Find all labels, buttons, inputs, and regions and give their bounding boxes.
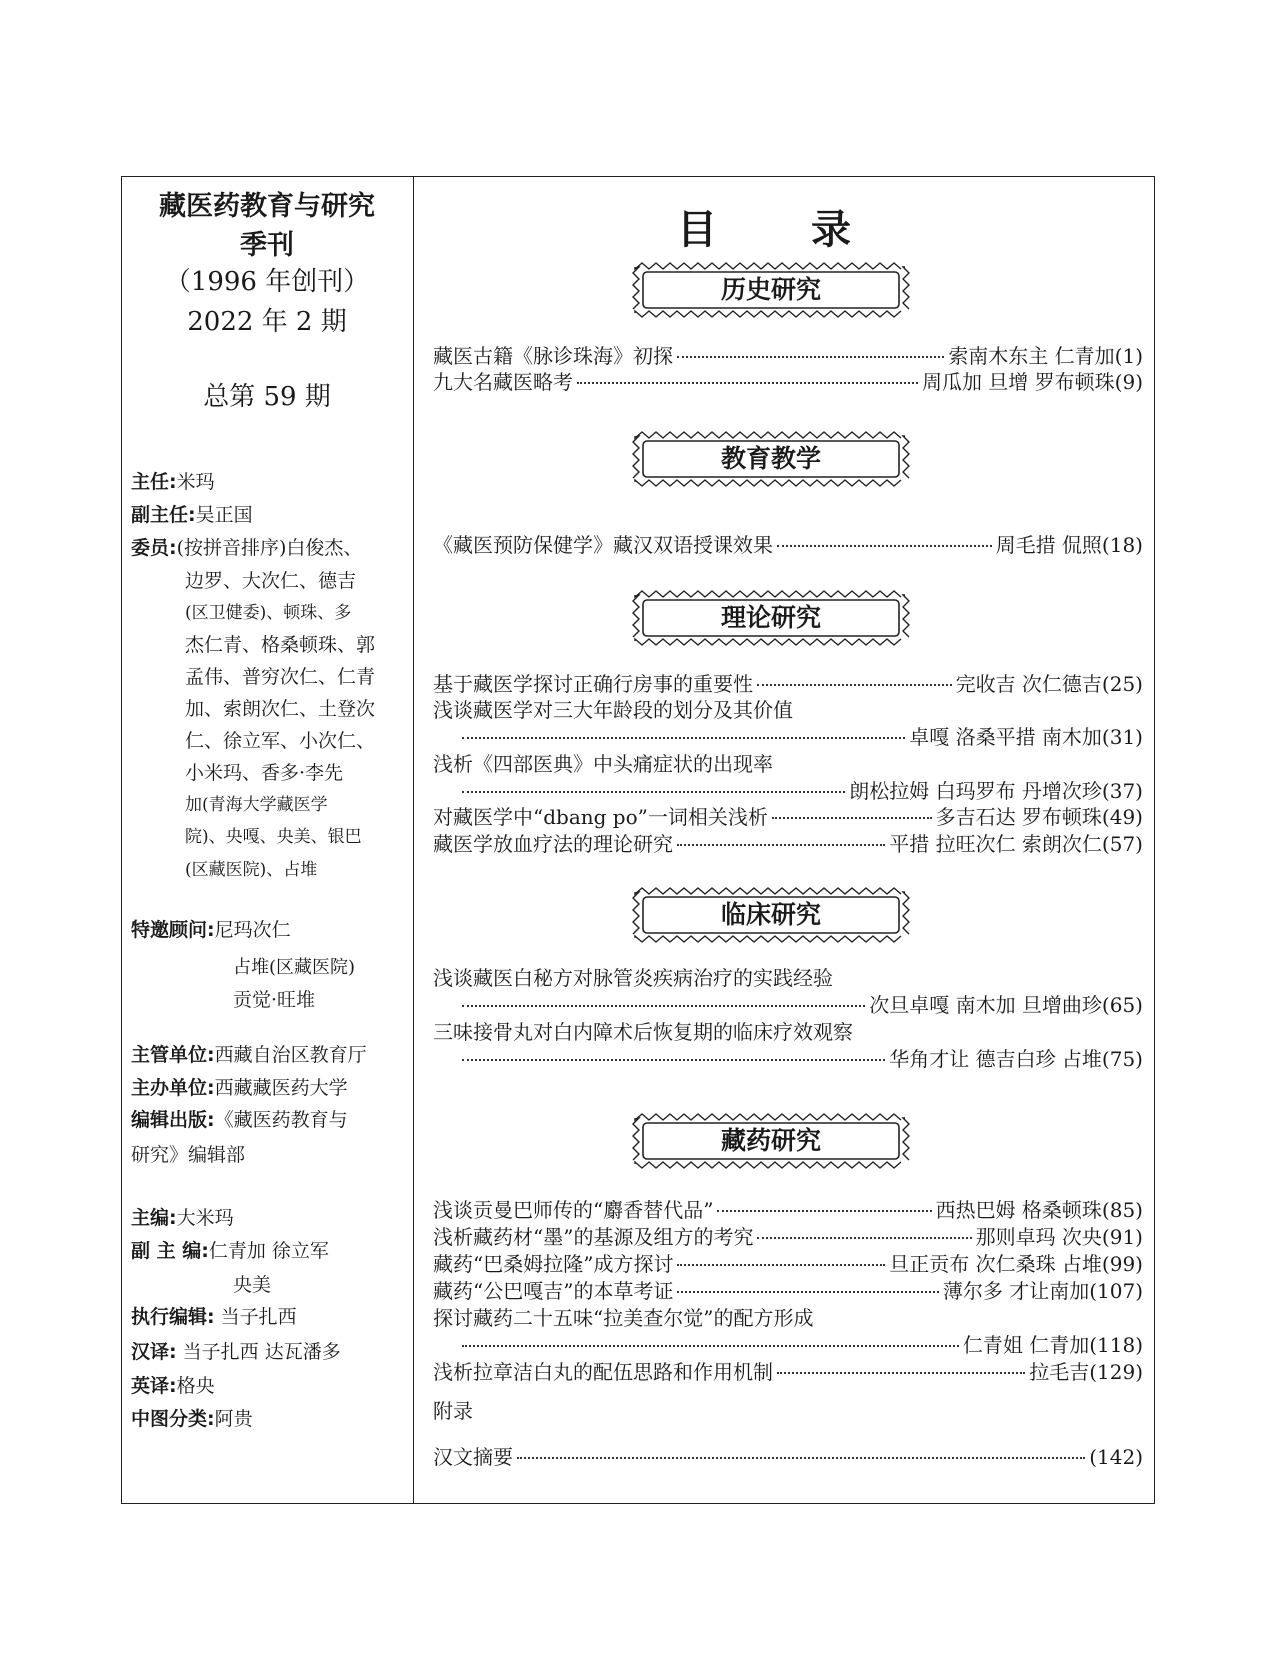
- members-line-11: (区藏医院)、占堆: [185, 860, 318, 880]
- sponsor-value: 西藏藏医药大学: [214, 1077, 348, 1099]
- toc-title: 目 录: [677, 207, 891, 253]
- entry-authors: 周瓜加 旦增 罗布顿珠(9): [921, 370, 1143, 394]
- entry-title: 藏医古籍《脉诊珠海》初探: [433, 344, 673, 368]
- publisher-line: [131, 1105, 348, 1135]
- entry-authors: 多吉石达 罗布顿珠(49): [935, 805, 1143, 829]
- entry-authors: 卓嘎 洛桑平措 南木加(31): [909, 725, 1143, 749]
- executive-editor-label: 执行编辑:: [131, 1306, 215, 1328]
- dot-leader: [677, 1264, 885, 1266]
- advisors-label: 特邀顾问:: [131, 919, 215, 941]
- classification-value: 阿贵: [214, 1408, 253, 1430]
- director-value: 米玛: [176, 471, 215, 493]
- supervisor-value: 西藏自治区教育厅: [214, 1044, 367, 1066]
- dot-leader: [777, 545, 992, 547]
- entry-title: 浅析藏药材“墨”的基源及组方的考究: [433, 1225, 754, 1249]
- deputy-editors-value-2: 央美: [233, 1274, 272, 1296]
- entry-authors: 薄尔多 才让南加(107): [942, 1279, 1143, 1303]
- entry-authors: 华角才让 德吉白珍 占堆(75): [889, 1047, 1143, 1071]
- entry-authors: 那则卓玛 次央(91): [975, 1225, 1143, 1249]
- members-line: [131, 533, 362, 563]
- toc-entry[interactable]: [433, 340, 1143, 368]
- dot-leader: [717, 1210, 931, 1212]
- entry-authors: 朗松拉姆 白玛罗布 丹增次珍(37): [849, 779, 1143, 803]
- entry-authors: (142): [1089, 1445, 1143, 1469]
- entry-title-long[interactable]: 浅谈藏医学对三大年龄段的划分及其价值: [433, 698, 793, 722]
- dot-leader: [677, 844, 885, 846]
- section-heading-clinical: [631, 886, 911, 944]
- entry-title-long[interactable]: 浅谈藏医白秘方对脉管炎疾病治疗的实践经验: [433, 966, 833, 990]
- sponsor-label: 主办单位:: [131, 1077, 215, 1099]
- deputy-director-line: [131, 500, 253, 530]
- dot-leader: [517, 1457, 1085, 1459]
- dot-leader: [462, 1345, 959, 1347]
- dot-leader: [677, 1291, 938, 1293]
- entry-title: 浅析拉章洁白丸的配伍思路和作用机制: [433, 1360, 773, 1384]
- section-heading-theory: [631, 589, 911, 647]
- publisher-value: 《藏医药教育与: [214, 1109, 348, 1131]
- dot-leader: [462, 791, 845, 793]
- entry-title: 《藏医预防保健学》藏汉双语授课效果: [433, 533, 773, 557]
- entry-authors: 拉毛吉(129): [1029, 1360, 1143, 1384]
- deputy-editors-label: 副 主 编:: [131, 1240, 209, 1262]
- entry-authors: 索南木东主 仁青加(1): [948, 344, 1143, 368]
- section-heading-label: 临床研究: [720, 900, 821, 929]
- chief-editor-line: [131, 1203, 234, 1233]
- entry-title: 藏药“巴桑姆拉隆”成方探讨: [433, 1252, 674, 1276]
- dot-leader: [462, 1059, 885, 1061]
- toc-entry-continuation[interactable]: [458, 989, 1143, 1017]
- executive-editor-value: 当子扎西: [214, 1306, 297, 1328]
- section-heading-label: 藏药研究: [720, 1126, 821, 1155]
- chinese-translation-label: 汉译:: [131, 1341, 177, 1363]
- members-label: 委员:: [131, 537, 177, 559]
- journal-frequency: 季刊: [240, 230, 294, 261]
- entry-authors: 西热巴姆 格桑顿珠(85): [935, 1198, 1143, 1222]
- section-heading-label: 历史研究: [720, 275, 821, 304]
- members-line-4: 杰仁青、格桑顿珠、郭: [185, 634, 376, 656]
- section-heading-education: [631, 430, 911, 488]
- deputy-director-value: 吴正国: [195, 504, 253, 526]
- toc-entry[interactable]: [433, 668, 1143, 696]
- total-issue: 总第 59 期: [203, 382, 331, 412]
- column-divider: [413, 176, 414, 1504]
- advisor-3: 贡觉·旺堆: [233, 989, 316, 1011]
- supervisor-label: 主管单位:: [131, 1044, 215, 1066]
- executive-editor-line: [131, 1302, 297, 1332]
- members-line-8: 小米玛、香多·李先: [185, 762, 344, 784]
- entry-title-long[interactable]: 探讨藏药二十五味“拉美查尔觉”的配方形成: [433, 1306, 814, 1330]
- members-line-9: 加(青海大学藏医学: [185, 795, 328, 815]
- advisors-line: [131, 915, 291, 945]
- founded-year: （1996 年创刊）: [164, 267, 370, 297]
- toc-entry[interactable]: [433, 1221, 1143, 1249]
- entry-title: 浅谈贡曼巴师传的“麝香替代品”: [433, 1198, 714, 1222]
- members-line-5: 孟伟、普穷次仁、仁青: [185, 666, 376, 688]
- members-line-3: (区卫健委)、顿珠、多: [185, 603, 352, 623]
- entry-title: 藏药“公巴嘎吉”的本草考证: [433, 1279, 674, 1303]
- advisor-1: 尼玛次仁: [214, 919, 291, 941]
- entry-title: 基于藏医学探讨正确行房事的重要性: [433, 672, 753, 696]
- toc-entry-appendix[interactable]: [433, 1441, 1143, 1469]
- dot-leader: [777, 1372, 1025, 1374]
- entry-title-long[interactable]: 浅析《四部医典》中头痛症状的出现率: [433, 752, 773, 776]
- entry-title: 藏医学放血疗法的理论研究: [433, 832, 673, 856]
- toc-entry[interactable]: [433, 366, 1143, 394]
- toc-entry[interactable]: [433, 1248, 1143, 1276]
- section-heading-history: [631, 261, 911, 319]
- toc-entry[interactable]: [433, 1356, 1143, 1384]
- section-heading-pharmacology: [631, 1112, 911, 1170]
- entry-authors: 平措 拉旺次仁 索朗次仁(57): [889, 832, 1143, 856]
- sponsor-line: [131, 1073, 348, 1103]
- dot-leader: [757, 684, 952, 686]
- deputy-director-label: 副主任:: [131, 504, 196, 526]
- members-line-10: 院)、央嘎、央美、银巴: [185, 827, 362, 847]
- dot-leader: [677, 356, 944, 358]
- toc-entry[interactable]: [433, 1194, 1143, 1222]
- section-heading-label: 教育教学: [720, 444, 821, 473]
- toc-entry-continuation[interactable]: [458, 1043, 1143, 1071]
- advisor-2: 占堆(区藏医院): [233, 957, 356, 978]
- entry-authors: 周毛措 侃照(18): [995, 533, 1143, 557]
- dot-leader: [577, 382, 918, 384]
- dot-leader: [462, 737, 905, 739]
- director-label: 主任:: [131, 471, 177, 493]
- toc-entry[interactable]: [433, 828, 1143, 856]
- publisher-label: 编辑出版:: [131, 1109, 215, 1131]
- deputy-editors-value: 仁青加 徐立军: [208, 1240, 329, 1262]
- director-line: [131, 467, 215, 497]
- toc-entry-continuation[interactable]: [458, 1329, 1143, 1357]
- english-translation-line: [131, 1371, 215, 1401]
- chief-editor-label: 主编:: [131, 1207, 177, 1229]
- entry-title-long[interactable]: 三味接骨丸对白内障术后恢复期的临床疗效观察: [433, 1020, 853, 1044]
- chinese-translation-value: 当子扎西 达瓦潘多: [176, 1341, 341, 1363]
- members-line-7: 仁、徐立军、小次仁、: [185, 730, 376, 752]
- classification-line: [131, 1404, 253, 1434]
- members-text: (按拼音排序)白俊杰、: [176, 537, 363, 559]
- toc-entry[interactable]: [433, 801, 1143, 829]
- entry-title: 九大名藏医略考: [433, 370, 573, 394]
- members-line-2: 边罗、大次仁、德吉: [185, 570, 357, 592]
- classification-label: 中图分类:: [131, 1408, 215, 1430]
- appendix-label: 附录: [433, 1399, 473, 1423]
- supervisor-line: [131, 1040, 367, 1070]
- entry-title: 对藏医学中“dbang po”一词相关浅析: [433, 805, 768, 829]
- chief-editor-value: 大米玛: [176, 1207, 234, 1229]
- publisher-value-2: 研究》编辑部: [131, 1144, 246, 1166]
- toc-entry[interactable]: [433, 1275, 1143, 1303]
- chinese-translation-line: [131, 1337, 341, 1367]
- toc-entry-continuation[interactable]: [458, 775, 1143, 803]
- dot-leader: [462, 1005, 865, 1007]
- entry-authors: 次旦卓嘎 南木加 旦增曲珍(65): [869, 993, 1143, 1017]
- dot-leader: [772, 817, 932, 819]
- entry-authors: 仁青姐 仁青加(118): [962, 1333, 1143, 1357]
- toc-entry[interactable]: [433, 529, 1143, 557]
- members-line-6: 加、索朗次仁、土登次: [185, 698, 376, 720]
- english-translation-value: 格央: [176, 1375, 215, 1397]
- english-translation-label: 英译:: [131, 1375, 177, 1397]
- section-heading-label: 理论研究: [720, 603, 821, 632]
- entry-title: 汉文摘要: [433, 1445, 513, 1469]
- journal-name: 藏医药教育与研究: [159, 191, 375, 222]
- issue-number: 2022 年 2 期: [187, 307, 347, 337]
- toc-entry-continuation[interactable]: [458, 721, 1143, 749]
- entry-authors: 完收吉 次仁德吉(25): [955, 672, 1143, 696]
- entry-authors: 旦正贡布 次仁桑珠 占堆(99): [889, 1252, 1143, 1276]
- deputy-editors-line: [131, 1236, 329, 1266]
- dot-leader: [757, 1237, 971, 1239]
